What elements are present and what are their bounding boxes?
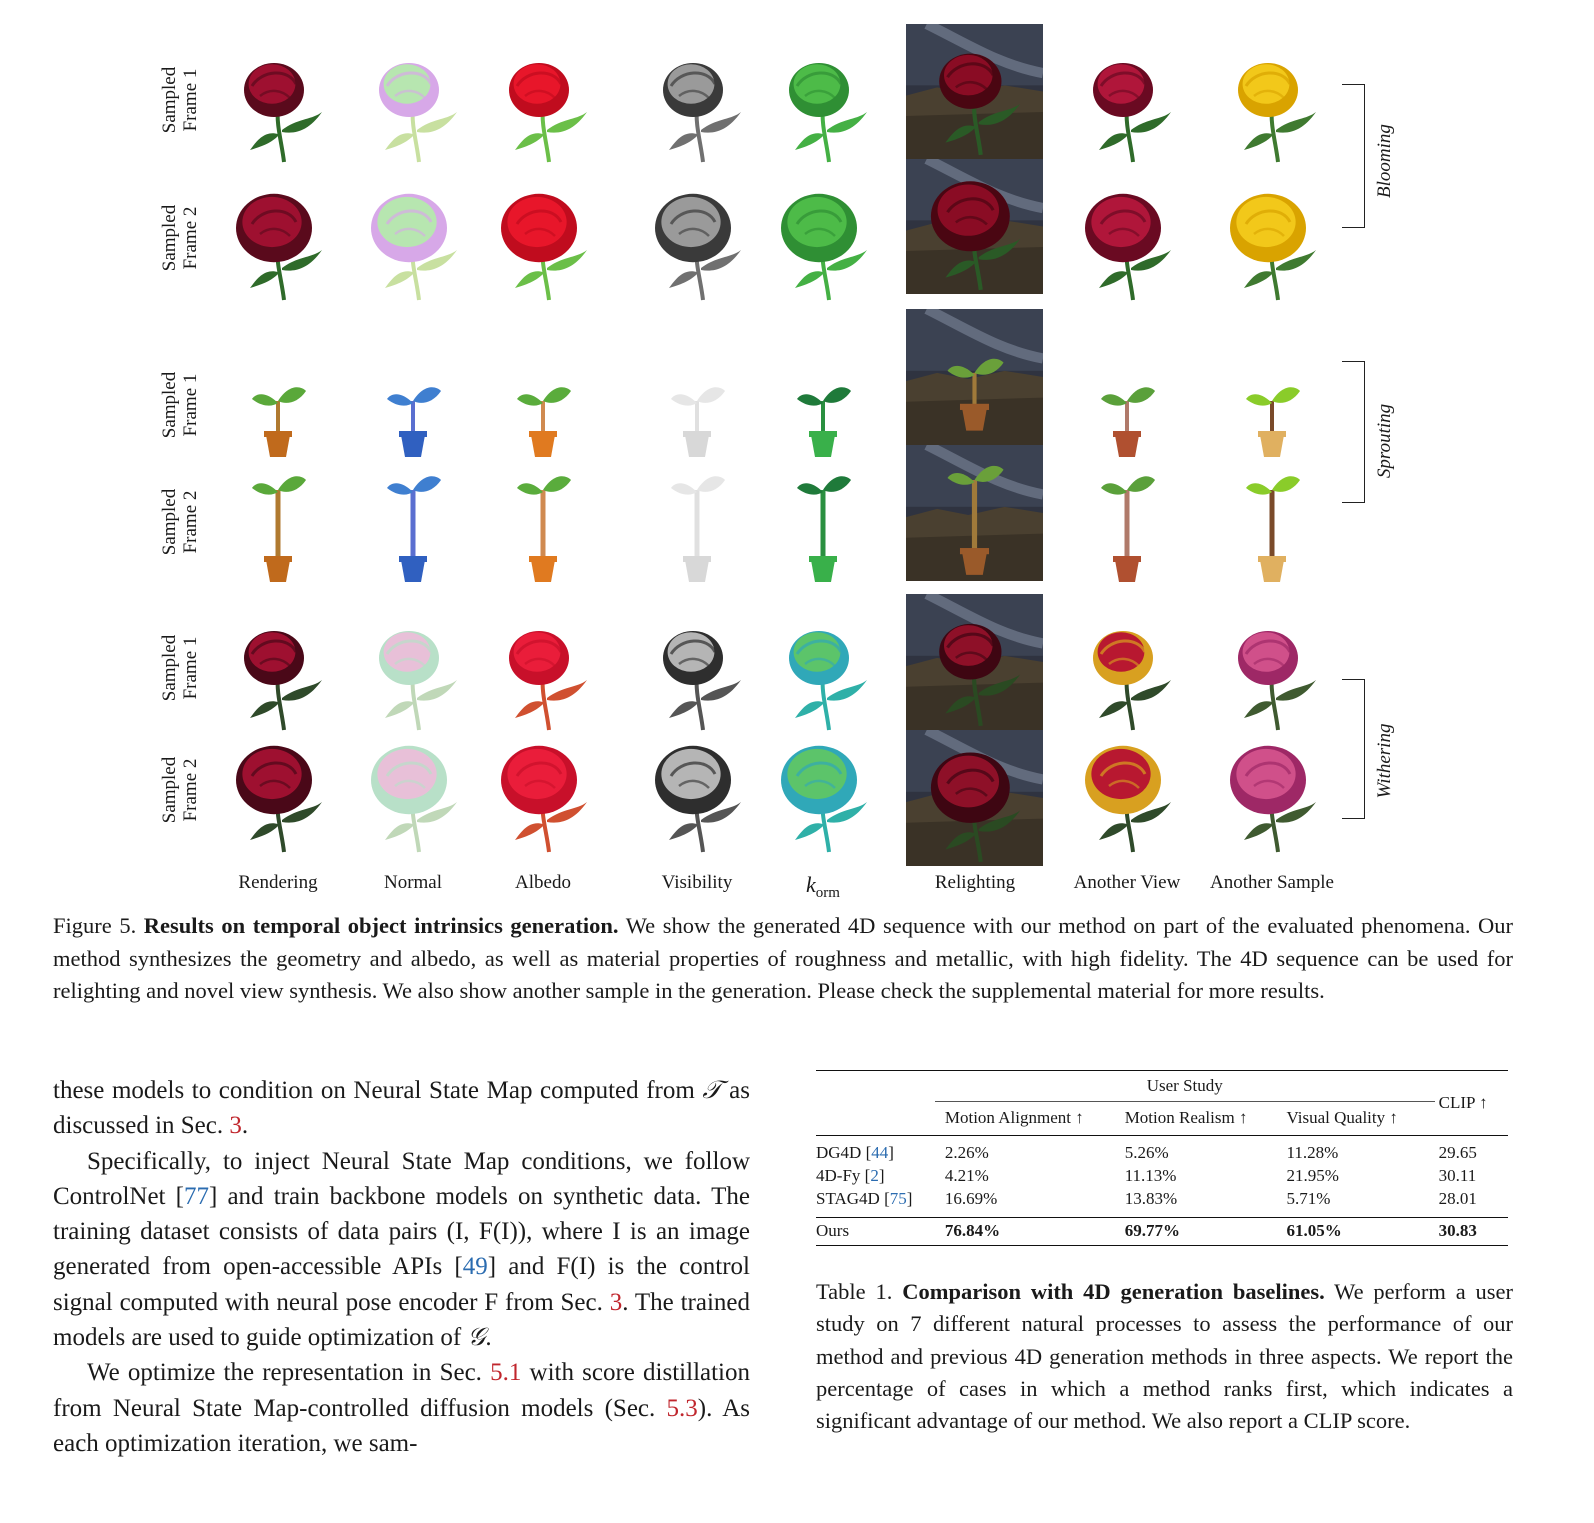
- text-run: with score distillation from Neural State Map-controlled diffusion models (Sec.: [53, 1359, 750, 1422]
- figure-image: [906, 159, 1043, 294]
- method-name: DG4D: [816, 1143, 862, 1162]
- table-cell: 30.11: [1438, 1166, 1477, 1185]
- row-label-line: Sampled: [159, 756, 180, 824]
- row-label-line: Frame 1: [180, 68, 201, 132]
- figure-image: [631, 602, 763, 734]
- table-1: [816, 1070, 1508, 1246]
- table-cell: 11.28%: [1286, 1143, 1339, 1162]
- row-label: [145, 462, 215, 582]
- figure-caption-text: We show the generated 4D sequence with our method on part of the evaluated phenomena. Our method synthesizes the geometry and albedo, as well as material properties of roughness and metallic, with high fidelity. The 4D sequence can be used for relighting and novel view synthesis. We also show another sample in the generation. Please check the supplemental material for more results.: [53, 913, 1514, 1003]
- method-name: Ours: [816, 1221, 850, 1240]
- clip-header: CLIP ↑: [1438, 1092, 1488, 1112]
- body-text-column: [53, 1073, 750, 1461]
- row-label-text: [159, 489, 201, 556]
- row-label: [145, 345, 215, 465]
- column-label: Rendering: [238, 872, 318, 893]
- figure-image: [906, 309, 1043, 445]
- row-label-line: Sampled: [159, 371, 180, 439]
- table-cell: 28.01: [1438, 1189, 1477, 1208]
- figure-image: [1061, 602, 1193, 734]
- figure-image: [1061, 172, 1193, 304]
- motion-realism-header: Motion Realism ↑: [1125, 1101, 1287, 1135]
- table-row: STAG4D [75] 16.69% 13.83% 5.71% 28.01: [816, 1188, 1508, 1211]
- row-label-text: [159, 67, 201, 134]
- section-ref[interactable]: 3: [609, 1288, 623, 1316]
- citation-ref[interactable]: 2: [870, 1166, 879, 1185]
- row-label-line: Sampled: [159, 66, 180, 134]
- visual-quality-header: Visual Quality ↑: [1287, 1101, 1435, 1135]
- group-label: Sprouting: [1374, 403, 1395, 479]
- figure-image: [906, 594, 1043, 730]
- figure-image: [757, 34, 889, 166]
- section-ref[interactable]: 3: [229, 1112, 242, 1140]
- figure-image: [212, 172, 344, 304]
- row-label-line: Frame 2: [180, 490, 201, 554]
- text-run: .: [241, 1112, 249, 1140]
- figure-image: [347, 34, 479, 166]
- figure-image: [1206, 724, 1338, 856]
- figure-image: [212, 456, 344, 588]
- table-cell: 13.83%: [1124, 1189, 1178, 1208]
- symbol-t: 𝒯: [702, 1077, 722, 1104]
- figure-image: [477, 34, 609, 166]
- citation-ref[interactable]: 75: [889, 1189, 907, 1208]
- figure-image: [1206, 602, 1338, 734]
- section-ref[interactable]: 5.3: [666, 1394, 698, 1422]
- row-label-text: [159, 757, 201, 824]
- row-label-text: [159, 205, 201, 272]
- column-label: Relighting: [934, 872, 1016, 893]
- figure-image: [757, 456, 889, 588]
- column-label: [748, 872, 898, 902]
- table-caption-text: We perform a user study on 7 different natural processes to assess the performance of our method and previous 4D generation methods in three aspects. We report the percentage of cases in which a method ranks first, which indicates a significant advantage of our method. We also report a CLIP score.: [816, 1279, 1514, 1434]
- table-cell: 11.13%: [1124, 1166, 1177, 1185]
- figure-image: [1061, 34, 1193, 166]
- figure-image: [1206, 339, 1338, 471]
- header-empty: [816, 1071, 935, 1101]
- table-cell: 2.26%: [944, 1143, 989, 1162]
- table-cell: 69.77%: [1124, 1221, 1180, 1240]
- group-label: Withering: [1374, 723, 1395, 799]
- table-cell: 5.26%: [1124, 1143, 1169, 1162]
- figure-image: [477, 339, 609, 471]
- figure-image: [757, 172, 889, 304]
- method-name: STAG4D: [816, 1189, 880, 1208]
- user-study-header: User Study: [1146, 1075, 1223, 1095]
- row-label: [145, 608, 215, 728]
- column-label: Another Sample: [1209, 872, 1334, 893]
- table-cell: 29.65: [1438, 1143, 1477, 1162]
- method-name: 4D-Fy: [816, 1166, 861, 1185]
- table-cell: 21.95%: [1286, 1166, 1339, 1185]
- figure-image: [631, 339, 763, 471]
- group-bracket: [1342, 679, 1365, 819]
- row-label: [145, 730, 215, 850]
- row-label: [145, 40, 215, 160]
- row-label-line: Frame 1: [180, 636, 201, 700]
- symbol-g: 𝒢: [467, 1324, 486, 1352]
- text-run: .: [485, 1324, 492, 1352]
- figure-caption: [53, 910, 1513, 1008]
- figure-image: [906, 730, 1043, 866]
- figure-image: [347, 339, 479, 471]
- figure-image: [212, 602, 344, 734]
- section-ref[interactable]: 5.1: [490, 1359, 522, 1387]
- table-caption-title: Comparison with 4D generation baselines.: [902, 1279, 1325, 1304]
- figure-image: [1061, 339, 1193, 471]
- text-run: ). As each optimization iteration, we sam-: [53, 1394, 750, 1457]
- text-run: ] and train backbone models on synthetic data. The training dataset consists of data pairs (I, F(I)), where I is an image generated from open-accessible APIs [: [53, 1182, 750, 1281]
- column-label-k: k: [806, 872, 816, 897]
- figure-image: [212, 34, 344, 166]
- paragraph-2: [53, 1144, 750, 1356]
- figure-image: [1206, 172, 1338, 304]
- figure-image: [631, 172, 763, 304]
- table-row: DG4D [44] 2.26% 5.26% 11.28% 29.65: [816, 1142, 1508, 1165]
- row-label-line: Frame 1: [180, 373, 201, 437]
- citation-ref[interactable]: 49: [462, 1253, 488, 1281]
- figure-image: [212, 724, 344, 856]
- motion-alignment-header: Motion Alignment ↑: [935, 1101, 1125, 1135]
- table-cell: 76.84%: [944, 1221, 1001, 1240]
- figure-image: [1061, 456, 1193, 588]
- row-label-text: [159, 372, 201, 439]
- row-label-text: [159, 635, 201, 702]
- table-cell: 16.69%: [944, 1189, 998, 1208]
- figure-caption-title: Results on temporal object intrinsics generation.: [143, 913, 619, 938]
- text-run: . The trained models are used to guide optimization of: [53, 1288, 751, 1352]
- row-label-line: Sampled: [159, 204, 180, 272]
- figure-image: [757, 724, 889, 856]
- figure-image: [906, 445, 1043, 581]
- row-label-line: Frame 2: [180, 206, 201, 270]
- figure-image: [757, 339, 889, 471]
- column-label-subscript: orm: [815, 884, 840, 901]
- figure-image: [906, 24, 1043, 159]
- figure-image: [631, 34, 763, 166]
- figure-image: [631, 724, 763, 856]
- figure-image: [631, 456, 763, 588]
- citation-ref[interactable]: 77: [183, 1182, 209, 1210]
- figure-image: [347, 172, 479, 304]
- table-cell: 61.05%: [1286, 1221, 1342, 1240]
- figure-image: [1206, 34, 1338, 166]
- table-caption: [816, 1276, 1513, 1437]
- row-label-line: Sampled: [159, 634, 180, 702]
- figure-caption-prefix: Figure 5.: [53, 913, 137, 938]
- column-label: Normal: [383, 872, 443, 893]
- figure-image: [477, 172, 609, 304]
- figure-image: [477, 456, 609, 588]
- figure-image: [1206, 456, 1338, 588]
- figure-image: [757, 602, 889, 734]
- figure-image: [347, 602, 479, 734]
- group-label: Blooming: [1374, 124, 1395, 198]
- text-run: Specifically, to inject Neural State Map conditions, we follow ControlNet [: [53, 1147, 750, 1210]
- paragraph-1: [53, 1073, 750, 1144]
- figure-image: [477, 602, 609, 734]
- column-label: Another View: [1073, 872, 1181, 893]
- figure-image: [477, 724, 609, 856]
- table-cell: 5.71%: [1286, 1189, 1331, 1208]
- column-label: Visibility: [661, 872, 733, 893]
- table-row: 4D-Fy [2] 4.21% 11.13% 21.95% 30.11: [816, 1165, 1508, 1188]
- group-bracket: [1342, 84, 1365, 228]
- row-label-line: Sampled: [159, 488, 180, 556]
- comparison-table: [816, 1071, 1508, 1246]
- group-bracket: [1342, 361, 1365, 503]
- figure-image: [212, 339, 344, 471]
- table-cell: 4.21%: [944, 1166, 989, 1185]
- text-run: as discussed in Sec.: [53, 1077, 750, 1140]
- table-row-ours: [816, 1217, 1508, 1245]
- row-label-line: Frame 2: [180, 758, 201, 822]
- text-run: ] and F(I) is the control signal computed with neural pose encoder F from Sec.: [53, 1253, 750, 1316]
- paragraph-3: [53, 1355, 750, 1461]
- table-cell: 30.83: [1438, 1221, 1477, 1240]
- text-run: these models to condition on Neural State Map computed from: [53, 1077, 703, 1104]
- table-caption-prefix: Table 1.: [816, 1279, 893, 1304]
- figure-image: [1061, 724, 1193, 856]
- column-label: Albedo: [515, 872, 571, 893]
- figure-image: [347, 724, 479, 856]
- row-label: [145, 178, 215, 298]
- figure-image: [347, 456, 479, 588]
- header-empty: [816, 1101, 935, 1135]
- text-run: We optimize the representation in Sec.: [87, 1359, 491, 1387]
- citation-ref[interactable]: 44: [871, 1143, 889, 1162]
